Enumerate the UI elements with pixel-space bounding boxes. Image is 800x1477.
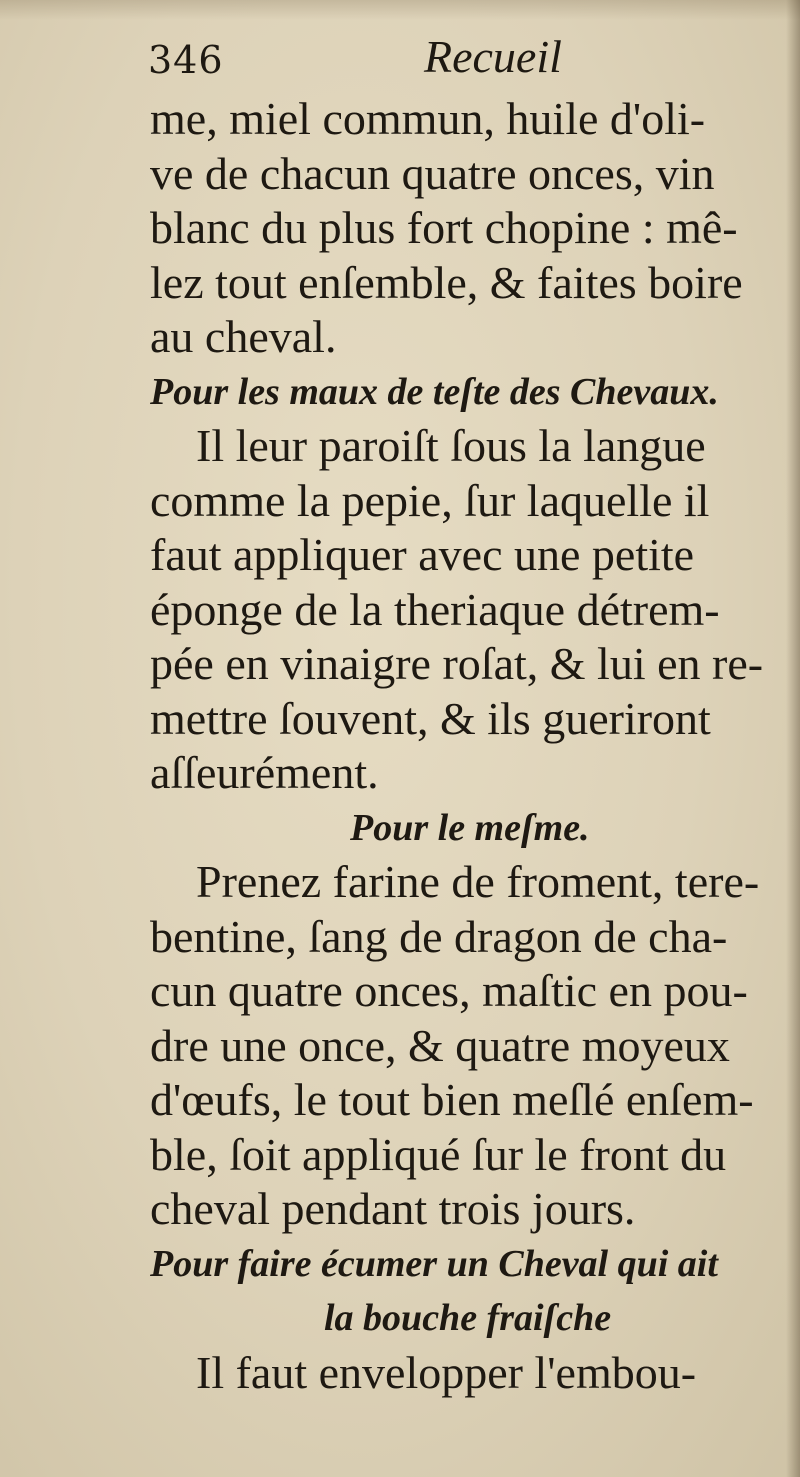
text-line: blanc du plus fort chopine : mê- [150,202,738,253]
page-body [150,92,790,1400]
text-line: cheval pendant trois jours. [150,1183,636,1234]
text-line: ve de chacun quatre onces, vin [150,147,715,199]
page-top-shadow [0,0,800,20]
text-line: au cheval. [150,311,337,362]
text-line: ble, ſoit appliqué ſur le front du [150,1128,727,1180]
section-heading: Pour le meſme. [350,806,590,849]
running-head: Recueil [424,31,562,82]
text-line: Prenez farine de froment, tere- [196,856,760,907]
section-heading: Pour faire écumer un Cheval qui ait [150,1242,718,1285]
text-line: Il leur paroiſt ſous la langue [196,420,706,471]
text-line: pée en vinaigre roſat, & lui en re- [150,638,764,689]
text-line: comme la pepie, ſur laquelle il [150,474,710,526]
section-heading-continued: la bouche fraiſche [324,1297,612,1339]
text-line: cun quatre onces, maſtic en pou- [150,965,748,1016]
text-line: d'œufs, le tout bien meſlé enſem- [150,1074,754,1125]
page-number: 346 [148,38,224,82]
text-line: dre une once, & quatre moyeux [150,1019,730,1071]
text-line: éponge de la theriaque détrem- [150,583,720,635]
page-header [148,28,788,88]
section-heading: Pour les maux de teſte des Chevaux. [150,370,719,413]
text-line: bentine, ſang de dragon de cha- [150,910,728,962]
text-line: Il faut envelopper l'embou- [196,1346,697,1398]
text-line: mettre ſouvent, & ils gueriront [150,692,711,744]
text-line: faut appliquer avec une petite [150,529,695,580]
text-line: me, miel commun, huile d'oli- [150,93,706,144]
text-line: aſſeurément. [150,747,379,798]
text-line: lez tout enſemble, & faites boire [150,256,743,308]
